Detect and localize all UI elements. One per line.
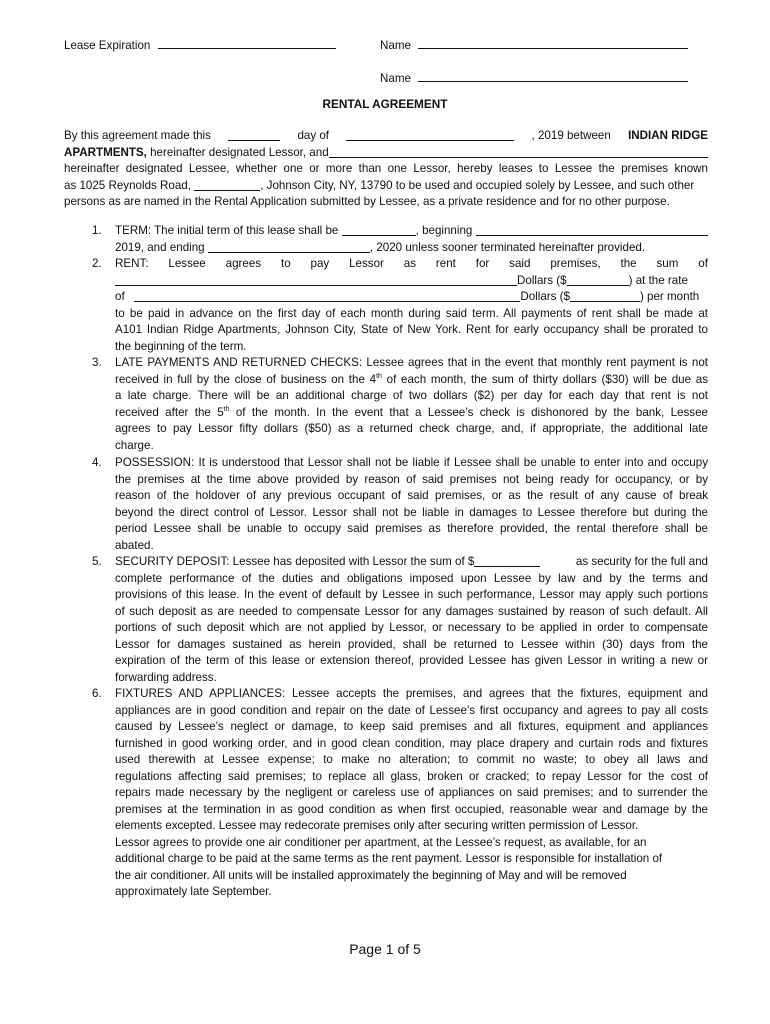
address-text-2: , Johnson City, NY, 13790 to be used and occupied solely by Lessee, and such other bbox=[260, 178, 695, 192]
fixtures-line-6: regulations affecting said premises; to replace all glass, broken or cracked; to repay Lessor for the cost of bbox=[115, 769, 708, 783]
deposit-line-2: complete performance of the duties and obligations imposed upon Lessee by law and by the terms and bbox=[115, 571, 708, 585]
rent-word: the bbox=[620, 257, 637, 270]
fixtures-line-7: repairs made necessary by the negligent or careless use of appliances on said premises; and to surrender the bbox=[115, 786, 708, 799]
intro-line-1 bbox=[64, 128, 708, 145]
rent-word: Lessee bbox=[168, 257, 206, 270]
deposit-line-1 bbox=[115, 554, 708, 571]
possession-line-2: the premises at the time above provided by reason of said premises not being ready for occupancy, or by bbox=[115, 472, 708, 486]
term-line-2 bbox=[115, 240, 708, 257]
deposit-line-6: Lessor for damages sustained as herein provided, shall be returned to Lessee within (30) days from the bbox=[115, 637, 708, 651]
late-text-2a: received in full by the close of business on the 4 bbox=[115, 372, 377, 386]
rent-line-6: the beginning of the term. bbox=[115, 339, 247, 353]
rent-dollars-d: ) per month bbox=[639, 290, 700, 303]
fixtures-line-8: premises at the termination in as good condition as when first occupied, reasonable wear and damage by the bbox=[115, 802, 708, 816]
term-length-blank[interactable] bbox=[342, 223, 416, 236]
rent-rate-words-blank[interactable] bbox=[134, 289, 520, 302]
intro-text-2: day of bbox=[297, 129, 330, 142]
aircon-line-1: Lessor agrees to provide one air conditioner per apartment, at the Lessee’s request, as available, for an bbox=[115, 835, 647, 849]
name-blank-2[interactable] bbox=[418, 69, 688, 82]
intro-line-2 bbox=[64, 145, 708, 162]
rent-line-4: to be paid in advance on the first day of each month during said term. All payments of rent shall be made at bbox=[115, 306, 708, 320]
late-text-4a: received after the 5 bbox=[115, 405, 224, 419]
name-field-2 bbox=[380, 69, 688, 88]
deposit-line-7: expiration of the term of this lease or extension thereof, provided Lessee has given Lessor in writing a new or bbox=[115, 654, 708, 667]
lease-expiration-field bbox=[64, 36, 336, 55]
month-blank[interactable] bbox=[346, 128, 514, 141]
rent-word: of bbox=[698, 257, 708, 270]
late-line-1: LATE PAYMENTS AND RETURNED CHECKS: Lessee agrees that in the event that monthly rent payment is not bbox=[115, 356, 708, 369]
term-line-1 bbox=[115, 223, 708, 240]
lease-expiration-label: Lease Expiration bbox=[64, 39, 151, 52]
late-line-4 bbox=[115, 405, 708, 422]
lease-expiration-blank[interactable] bbox=[158, 36, 336, 49]
item-number-3: 3. bbox=[92, 356, 102, 369]
rent-line-1 bbox=[115, 256, 708, 273]
rent-word: rent bbox=[435, 257, 456, 270]
intro-text-1: By this agreement made this bbox=[64, 129, 211, 142]
term-text-b: , beginning bbox=[415, 224, 473, 237]
aircon-line-3: the air conditioner. All units will be installed approximately the beginning of May and will be removed bbox=[115, 868, 627, 882]
rent-rate-wrap bbox=[629, 273, 708, 290]
rent-word: to bbox=[280, 257, 291, 270]
possession-line-5: period Lessee shall be unable to occupy said premises as therefore provided, the rental therefore shall be bbox=[115, 522, 708, 535]
name-blank-1[interactable] bbox=[418, 36, 688, 49]
deposit-line-3: provisions of this lease. In the event of default by Lessee in such performance, Lessor may apply such portions bbox=[115, 588, 708, 601]
item-number-1: 1. bbox=[92, 224, 102, 237]
address-text: as 1025 Reynolds Road, bbox=[64, 178, 191, 192]
late-line-2 bbox=[115, 372, 708, 389]
intro-text-3: , 2019 between bbox=[531, 129, 611, 142]
fixtures-line-2: appliances are in good condition and repair on the date of Lessee’s first occupancy and agrees to pay all costs bbox=[115, 703, 708, 717]
rent-line-5: A101 Indian Ridge Apartments, Johnson City, State of New York. Rent for early occupancy shall be prorated to bbox=[115, 323, 708, 336]
fixtures-line-4: furnished in good working order, and in good clean condition, may place drapery and curtain rods and fixtures bbox=[115, 736, 708, 750]
possession-line-4: beyond the direct control of Lessor. Lessor shall not be liable in damages to Lessee therefore but during the bbox=[115, 505, 708, 519]
rent-dollars-a: Dollars ($ bbox=[517, 273, 567, 287]
late-sup-2: th bbox=[376, 372, 382, 380]
intro-line-5: persons as are named in the Rental Application submitted by Lessee, as a private residence and for no other purpose. bbox=[64, 195, 670, 208]
late-text-4b: of the month. In the event that a Lessee’s check is dishonored by the bank, Lessee bbox=[229, 405, 708, 419]
late-line-3: a late charge. There will be an additional charge of two dollars ($2) per day for each day that rent is not bbox=[115, 389, 708, 402]
aircon-line-4: approximately late September. bbox=[115, 885, 272, 898]
rent-dollars-b: ) at the rate bbox=[628, 273, 688, 287]
day-blank[interactable] bbox=[228, 128, 280, 141]
rent-word: agrees bbox=[225, 257, 262, 270]
possession-clause bbox=[115, 455, 708, 554]
rent-word: RENT: bbox=[115, 257, 149, 270]
rent-word: for bbox=[475, 257, 490, 270]
item-number-6: 6. bbox=[92, 687, 102, 700]
late-line-5: agrees to pay Lessor fifty dollars ($50) as a returned check charge, and, if appropriate, the additional late bbox=[115, 422, 708, 435]
intro-text-4: hereinafter designated Lessor, and bbox=[150, 145, 329, 159]
name-field-1 bbox=[380, 36, 688, 55]
name-label-2: Name bbox=[380, 72, 411, 85]
possession-line-3: reason of the holdover of any previous occupant of said premises, or as the result of any cause of break bbox=[115, 489, 708, 502]
apartment-blank[interactable] bbox=[194, 178, 260, 191]
rent-word: said bbox=[509, 257, 531, 270]
fixtures-line-3: caused by Lessee’s neglect or damage, to keep said premises and all fixtures, equipment and appliances bbox=[115, 720, 708, 733]
rent-line-3 bbox=[115, 289, 708, 306]
intro-line-4 bbox=[64, 178, 708, 195]
late-line-6: charge. bbox=[115, 438, 154, 452]
deposit-amount-blank[interactable] bbox=[474, 554, 540, 567]
deposit-line-4: of such deposit as are needed to compensate Lessor for any damages sustained by reason of such default. All bbox=[115, 604, 708, 618]
lessee-name-blank[interactable] bbox=[329, 145, 708, 158]
rent-of: of bbox=[115, 290, 125, 303]
rent-amount-blank[interactable] bbox=[567, 273, 629, 286]
term-text-d: , 2020 unless sooner terminated hereinafter provided. bbox=[369, 240, 646, 254]
deposit-text-1b: as security for the full and bbox=[575, 555, 708, 568]
document-title: RENTAL AGREEMENT bbox=[322, 97, 448, 111]
name-label-1: Name bbox=[380, 39, 411, 52]
item-number-4: 4. bbox=[92, 456, 102, 469]
rent-dollars-c: Dollars ($ bbox=[520, 290, 570, 303]
intro-line-3: hereinafter designated Lessee, whether one or more than one Lessor, hereby leases to Lessee the premises known bbox=[64, 162, 708, 175]
possession-line-6: abated. bbox=[115, 538, 154, 552]
term-text-a: TERM: The initial term of this lease shall be bbox=[115, 224, 339, 237]
rent-word: Lessor bbox=[349, 257, 384, 270]
late-payment-clause bbox=[115, 355, 708, 454]
fixtures-clause bbox=[115, 686, 708, 901]
possession-line-1: POSSESSION: It is understood that Lessor shall not be liable if Lessee shall be unable to enter into and occupy bbox=[115, 456, 708, 469]
aircon-line-2: additional charge to be paid at the same terms as the rent payment. Lessor is responsible for installation of bbox=[115, 852, 663, 865]
deposit-text-1a: SECURITY DEPOSIT: Lessee has deposited with Lessor the sum of $ bbox=[115, 555, 475, 568]
fixtures-line-5: used therewith at Lessee expense; to make no alteration; to commit no waste; to obey all laws and bbox=[115, 753, 708, 766]
late-text-2b: of each month, the sum of thirty dollars ($30) will be due as bbox=[381, 372, 708, 386]
item-number-5: 5. bbox=[92, 555, 102, 568]
fixtures-line-1: FIXTURES AND APPLIANCES: Lessee accepts the premises, and agrees that the fixtures, equipment and bbox=[115, 687, 708, 700]
late-sup-4: th bbox=[223, 405, 230, 413]
intro-paragraph bbox=[64, 128, 708, 211]
rent-rate-amount-blank[interactable] bbox=[570, 289, 640, 302]
rent-word: as bbox=[403, 257, 417, 270]
rent-line-2 bbox=[115, 273, 708, 290]
rent-word: premises, bbox=[550, 257, 601, 270]
fixtures-line-9: elements excepted. Lessee may redecorate premises only after securing written permission of Lessor. bbox=[115, 819, 639, 832]
term-begin-blank[interactable] bbox=[476, 223, 708, 236]
term-end-blank[interactable] bbox=[208, 240, 370, 253]
term-text-c: 2019, and ending bbox=[115, 240, 205, 254]
rent-word: sum bbox=[656, 257, 679, 270]
page-number: Page 1 of 5 bbox=[349, 941, 421, 957]
deposit-line-5: portions of such deposit which are not applied by Lessor, or necessary to be applied in order to compensate bbox=[115, 621, 708, 634]
deposit-line-8: forwarding address. bbox=[115, 670, 217, 684]
lessor-name-b: APARTMENTS, bbox=[64, 145, 147, 159]
rent-words-blank[interactable] bbox=[115, 273, 517, 286]
term-clause bbox=[115, 223, 708, 256]
rent-clause bbox=[115, 256, 708, 355]
rent-word: pay bbox=[310, 257, 330, 270]
deposit-clause bbox=[115, 554, 708, 686]
item-number-2: 2. bbox=[92, 257, 102, 270]
lessor-name-a: INDIAN RIDGE bbox=[628, 129, 708, 142]
